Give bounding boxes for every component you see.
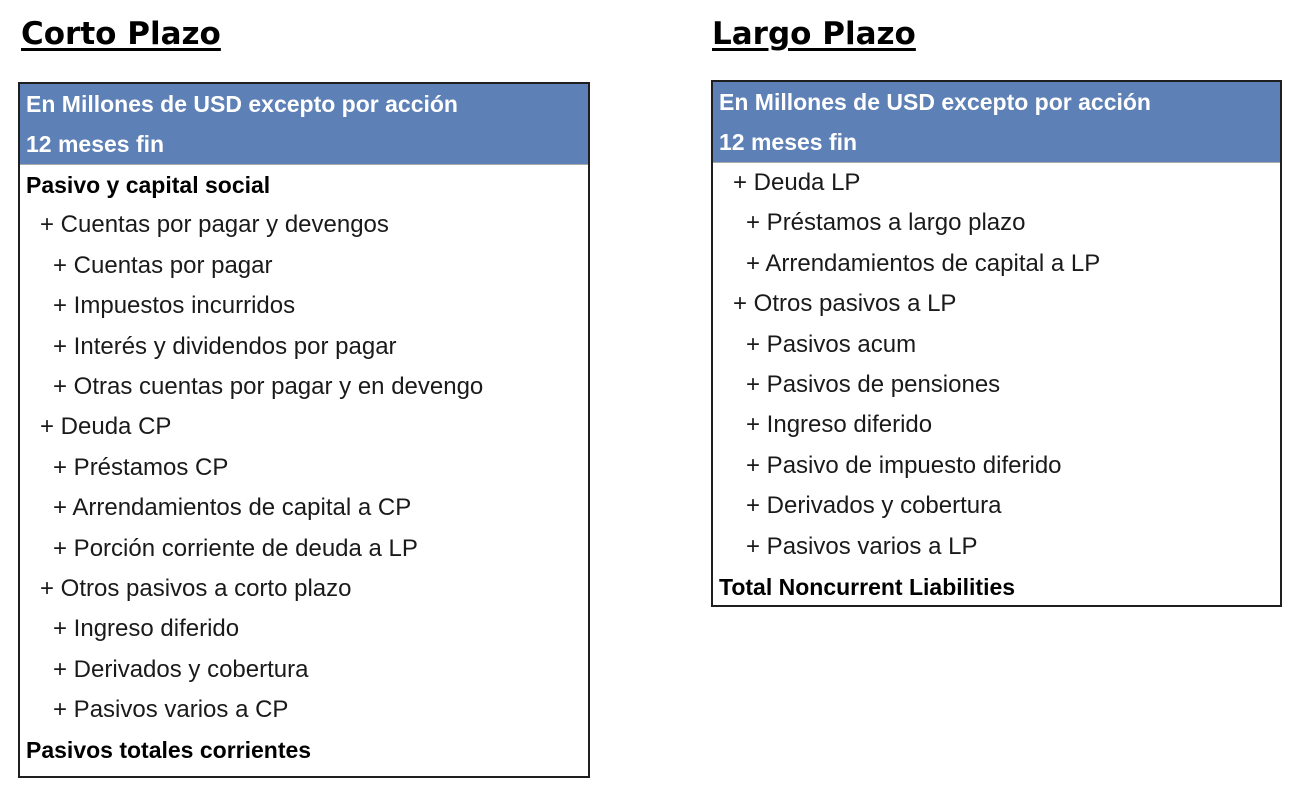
row-expandable[interactable]: + Arrendamientos de capital a LP — [746, 249, 1101, 277]
row-expandable[interactable]: + Deuda CP — [40, 413, 172, 441]
units-label: En Millones de USD excepto por acción — [26, 91, 458, 117]
row-expandable[interactable]: + Otras cuentas por pagar y en devengo — [53, 372, 484, 400]
row-total: Pasivos totales corrientes — [26, 737, 312, 764]
row-expandable[interactable]: + Deuda LP — [733, 169, 861, 196]
long-term-table — [711, 80, 1282, 607]
row-total: Total Noncurrent Liabilities — [719, 573, 1016, 600]
short-term-header — [20, 84, 588, 165]
row-expandable[interactable]: + Pasivo de impuesto diferido — [746, 451, 1062, 479]
row-expandable[interactable]: + Interés y dividendos por pagar — [53, 332, 397, 360]
row-expandable[interactable]: + Préstamos CP — [53, 453, 229, 481]
period-label: 12 meses fin — [26, 131, 165, 157]
short-term-rows — [20, 165, 588, 771]
period-label: 12 meses fin — [719, 129, 858, 155]
row-expandable[interactable]: + Ingreso diferido — [53, 615, 240, 643]
row-expandable[interactable]: + Otros pasivos a LP — [733, 290, 957, 318]
long-term-title: Largo Plazo — [712, 16, 916, 52]
row-expandable[interactable]: + Cuentas por pagar y devengos — [40, 211, 389, 239]
row-expandable[interactable]: + Porción corriente de deuda a LP — [53, 534, 418, 562]
row-expandable[interactable]: + Derivados y cobertura — [746, 492, 1002, 520]
short-term-table — [18, 82, 590, 778]
row-expandable[interactable]: + Arrendamientos de capital a CP — [53, 494, 412, 522]
row-expandable[interactable]: + Pasivos de pensiones — [746, 370, 1001, 398]
row-section-heading: Pasivo y capital social — [26, 172, 271, 198]
units-label: En Millones de USD excepto por acción — [719, 89, 1151, 115]
row-expandable[interactable]: + Pasivos varios a CP — [53, 696, 289, 724]
long-term-header — [713, 82, 1280, 163]
row-expandable[interactable]: + Derivados y cobertura — [53, 655, 309, 683]
long-term-rows — [713, 163, 1280, 607]
row-expandable[interactable]: + Impuestos incurridos — [53, 292, 296, 320]
row-expandable[interactable]: + Pasivos acum — [746, 330, 917, 358]
row-expandable[interactable]: + Préstamos a largo plazo — [746, 209, 1026, 237]
row-expandable[interactable]: + Otros pasivos a corto plazo — [40, 574, 352, 602]
row-expandable[interactable]: + Cuentas por pagar — [53, 251, 273, 279]
row-expandable[interactable]: + Ingreso diferido — [746, 411, 933, 439]
short-term-title: Corto Plazo — [21, 16, 221, 52]
row-expandable[interactable]: + Pasivos varios a LP — [746, 532, 978, 560]
